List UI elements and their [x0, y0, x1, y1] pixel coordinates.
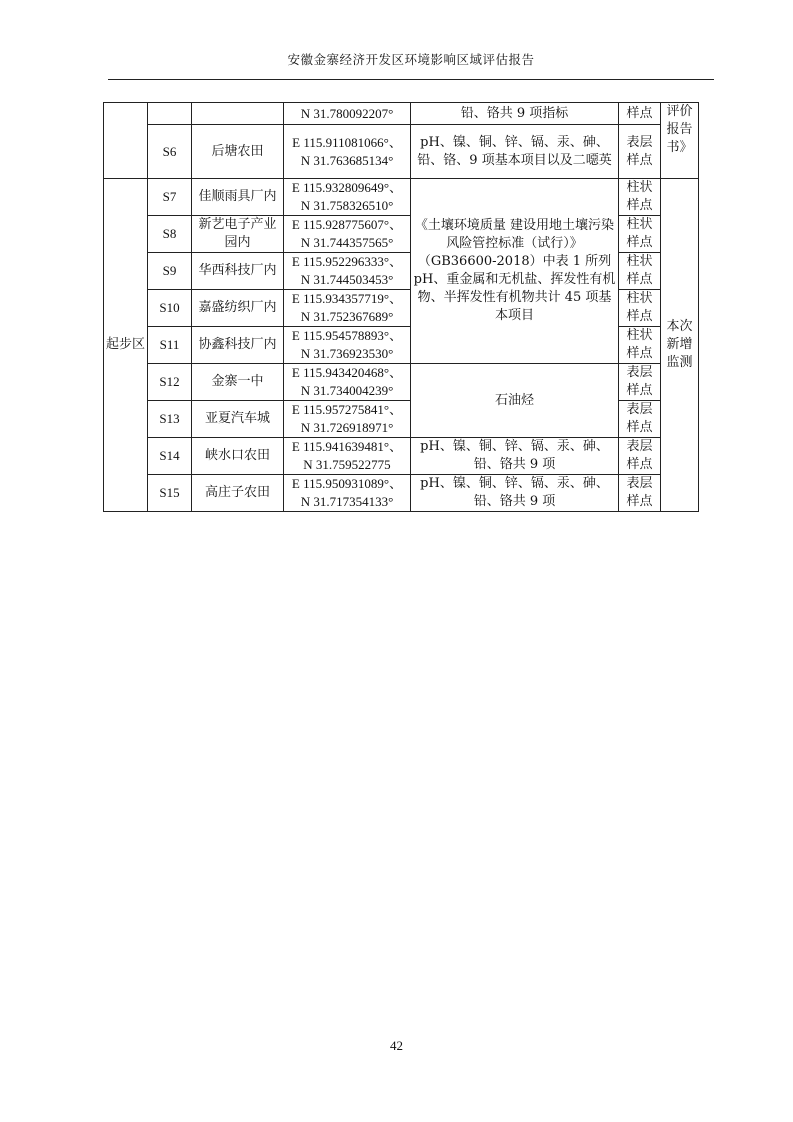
data-source-cell: 评价报告书》 [661, 103, 699, 179]
longitude: E 115.934357719°、 [291, 291, 403, 306]
latitude: N 31.758326510° [300, 198, 394, 213]
point-location: 后塘农田 [192, 125, 284, 179]
point-coordinates [284, 125, 411, 179]
table-row [104, 475, 699, 512]
table-row [104, 364, 699, 401]
point-location: 金寨一中 [192, 364, 284, 401]
point-id: S9 [148, 253, 192, 290]
monitoring-items: 《土壤环境质量 建设用地土壤污染风险管控标准（试行）》（GB36600-2018）中表 1 所列 pH、重金属和无机盐、挥发性有机物、半挥发性有机物共计 45 项基本项目 [411, 179, 619, 364]
sample-type: 柱状样点 [619, 179, 661, 216]
point-coordinates [284, 216, 411, 253]
point-id: S10 [148, 290, 192, 327]
header-rule [108, 79, 714, 80]
sample-type: 柱状样点 [619, 327, 661, 364]
latitude: N 31.780092207° [300, 105, 394, 121]
point-coordinates [284, 438, 411, 475]
longitude: E 115.952296333°、 [291, 254, 403, 269]
sample-type: 柱状样点 [619, 253, 661, 290]
latitude: N 31.763685134° [300, 152, 394, 168]
table-row [104, 103, 699, 125]
point-location: 华西科技厂内 [192, 253, 284, 290]
latitude: N 31.726918971° [300, 420, 394, 435]
point-location: 亚夏汽车城 [192, 401, 284, 438]
point-coordinates [284, 401, 411, 438]
sample-type: 表层样点 [619, 475, 661, 512]
point-location: 峡水口农田 [192, 438, 284, 475]
sample-type: 表层样点 [619, 125, 661, 179]
longitude: E 115.950931089°、 [291, 476, 403, 491]
longitude: E 115.932809649°、 [291, 180, 403, 195]
sample-type: 表层样点 [619, 438, 661, 475]
latitude: N 31.759522775 [303, 457, 391, 472]
latitude: N 31.752367689° [300, 309, 394, 324]
point-id: S15 [148, 475, 192, 512]
page-number: 42 [390, 1038, 403, 1053]
sampling-points-table [103, 102, 699, 512]
longitude: E 115.911081066°、 [292, 134, 402, 150]
longitude: E 115.941639481°、 [291, 439, 403, 454]
monitoring-items: 石油烃 [411, 364, 619, 438]
monitoring-items: pH、镍、铜、锌、镉、汞、砷、铅、铬共 9 项 [411, 475, 619, 512]
latitude: N 31.734004239° [300, 383, 394, 398]
point-location [192, 103, 284, 125]
point-id: S7 [148, 179, 192, 216]
latitude: N 31.744503453° [300, 272, 394, 287]
longitude: E 115.957275841°、 [291, 402, 403, 417]
point-coordinates [284, 364, 411, 401]
monitoring-items: pH、镍、铜、锌、镉、汞、砷、铅、铬共 9 项 [411, 438, 619, 475]
table-row [104, 179, 699, 216]
point-coordinates [284, 103, 411, 125]
latitude: N 31.744357565° [300, 235, 394, 250]
sample-type: 柱状样点 [619, 290, 661, 327]
point-location: 新艺电子产业园内 [192, 216, 284, 253]
sample-type: 表层样点 [619, 401, 661, 438]
point-location: 佳顺雨具厂内 [192, 179, 284, 216]
table-row [104, 438, 699, 475]
point-id: S14 [148, 438, 192, 475]
point-location: 嘉盛纺织厂内 [192, 290, 284, 327]
point-coordinates [284, 290, 411, 327]
latitude: N 31.736923530° [300, 346, 394, 361]
latitude: N 31.717354133° [300, 494, 394, 509]
point-id: S8 [148, 216, 192, 253]
point-location: 高庄子农田 [192, 475, 284, 512]
longitude: E 115.928775607°、 [291, 217, 403, 232]
point-id: S11 [148, 327, 192, 364]
longitude: E 115.943420468°、 [291, 365, 403, 380]
monitoring-items: 铅、铬共 9 项指标 [411, 103, 619, 125]
table-row [104, 125, 699, 179]
sample-type: 表层样点 [619, 364, 661, 401]
sample-type: 样点 [619, 103, 661, 125]
data-source-cell: 本次新增监测 [661, 179, 699, 512]
point-coordinates [284, 327, 411, 364]
point-id [148, 103, 192, 125]
monitoring-items: pH、镍、铜、锌、镉、汞、砷、铅、铬、9 项基本项目以及二噁英 [411, 125, 619, 179]
point-coordinates [284, 253, 411, 290]
sample-type: 柱状样点 [619, 216, 661, 253]
point-id: S13 [148, 401, 192, 438]
area-cell: 起步区 [104, 179, 148, 512]
point-location: 协鑫科技厂内 [192, 327, 284, 364]
point-id: S12 [148, 364, 192, 401]
point-coordinates [284, 475, 411, 512]
point-id: S6 [148, 125, 192, 179]
longitude: E 115.954578893°、 [291, 328, 403, 343]
area-cell [104, 103, 148, 179]
page-header-title: 安徽金寨经济开发区环境影响区域评估报告 [287, 52, 535, 67]
point-coordinates [284, 179, 411, 216]
